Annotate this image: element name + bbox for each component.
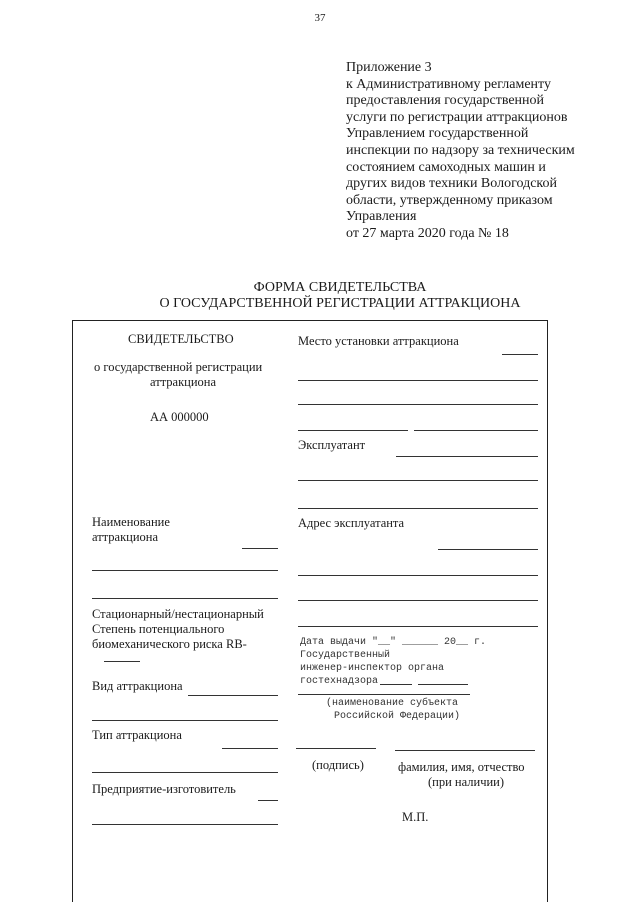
location-field-line	[298, 380, 538, 381]
issue-date: Дата выдачи "__" ______ 20__ г.	[300, 637, 487, 648]
risk-field-line	[104, 661, 140, 662]
operator-field-line	[396, 456, 538, 457]
certificate-subheading: аттракциона	[150, 375, 217, 389]
fio-label: фамилия, имя, отчество	[398, 760, 525, 774]
location-field-line	[298, 430, 408, 431]
location-label: Место установки аттракциона	[298, 334, 459, 348]
fio-line	[395, 750, 535, 751]
annex-line: предоставления государственной	[346, 93, 545, 109]
certificate-number: АА 000000	[150, 410, 209, 424]
name-field-line	[242, 548, 278, 549]
form-title-line1: ФОРМА СВИДЕТЕЛЬСТВА	[253, 280, 427, 295]
inspector-title: инженер-инспектор органа	[300, 663, 445, 674]
operator-address-field-line	[298, 626, 538, 627]
subject-caption: Российской Федерации)	[334, 711, 461, 722]
annex-header	[346, 60, 575, 243]
inspector-field-line	[380, 684, 412, 685]
page-number: 37	[314, 12, 326, 24]
annex-line: инспекции по надзору за техническим	[346, 142, 575, 158]
certificate-heading: СВИДЕТЕЛЬСТВО	[128, 332, 234, 346]
annex-line: Приложение 3	[346, 60, 432, 75]
risk-label: биомеханического риска RB-	[92, 637, 247, 651]
inspector-title: Государственный	[300, 650, 391, 661]
annex-line: Управления	[346, 209, 417, 225]
annex-line: услуги по регистрации аттракционов	[346, 109, 568, 125]
annex-line: области, утвержденному приказом	[346, 192, 553, 208]
certificate-subheading: о государственной регистрации	[94, 360, 263, 374]
name-field-line	[92, 570, 278, 571]
signature-line	[296, 748, 376, 749]
operator-address-field-line	[298, 600, 538, 601]
kind-label: Вид аттракциона	[92, 679, 183, 693]
manufacturer-field-line	[92, 824, 278, 825]
form-title-line2: О ГОСУДАРСТВЕННОЙ РЕГИСТРАЦИИ АТТРАКЦИОНА	[159, 296, 521, 311]
stamp-label: М.П.	[402, 810, 429, 824]
annex-line: Управлением государственной	[346, 126, 529, 142]
inspector-field-line	[298, 694, 470, 695]
location-field-line	[298, 404, 538, 405]
name-field-line	[92, 598, 278, 599]
signature-label: (подпись)	[312, 758, 364, 772]
annex-line: от 27 марта 2020 года № 18	[346, 225, 509, 241]
type-label: Тип аттракциона	[92, 728, 182, 742]
operator-field-line	[298, 508, 538, 509]
annex-line: состоянием самоходных машин и	[346, 159, 546, 175]
name-label: Наименование	[92, 515, 170, 529]
name-label: аттракциона	[92, 530, 159, 544]
location-field-line	[502, 354, 538, 355]
operator-address-label: Адрес эксплуатанта	[298, 516, 405, 530]
operator-address-field-line	[438, 549, 538, 550]
manufacturer-label: Предприятие-изготовитель	[92, 782, 236, 796]
kind-field-line	[188, 695, 278, 696]
form-title	[0, 280, 640, 312]
fio-label: (при наличии)	[428, 775, 505, 789]
annex-line: других видов техники Вологодской	[346, 176, 557, 192]
kind-field-line	[92, 720, 278, 721]
stationary-label: Стационарный/нестационарный	[92, 607, 264, 621]
operator-label: Эксплуатант	[298, 438, 366, 452]
inspector-title: гостехнадзора	[300, 676, 379, 687]
operator-address-field-line	[298, 575, 538, 576]
inspector-field-line	[418, 684, 468, 685]
subject-caption: (наименование субъекта	[326, 698, 459, 709]
manufacturer-field-line	[258, 800, 278, 801]
type-field-line	[222, 748, 278, 749]
risk-label: Степень потенциального	[92, 622, 225, 636]
annex-line: к Административному регламенту	[346, 76, 551, 92]
type-field-line	[92, 772, 278, 773]
location-field-line	[414, 430, 538, 431]
operator-field-line	[298, 480, 538, 481]
